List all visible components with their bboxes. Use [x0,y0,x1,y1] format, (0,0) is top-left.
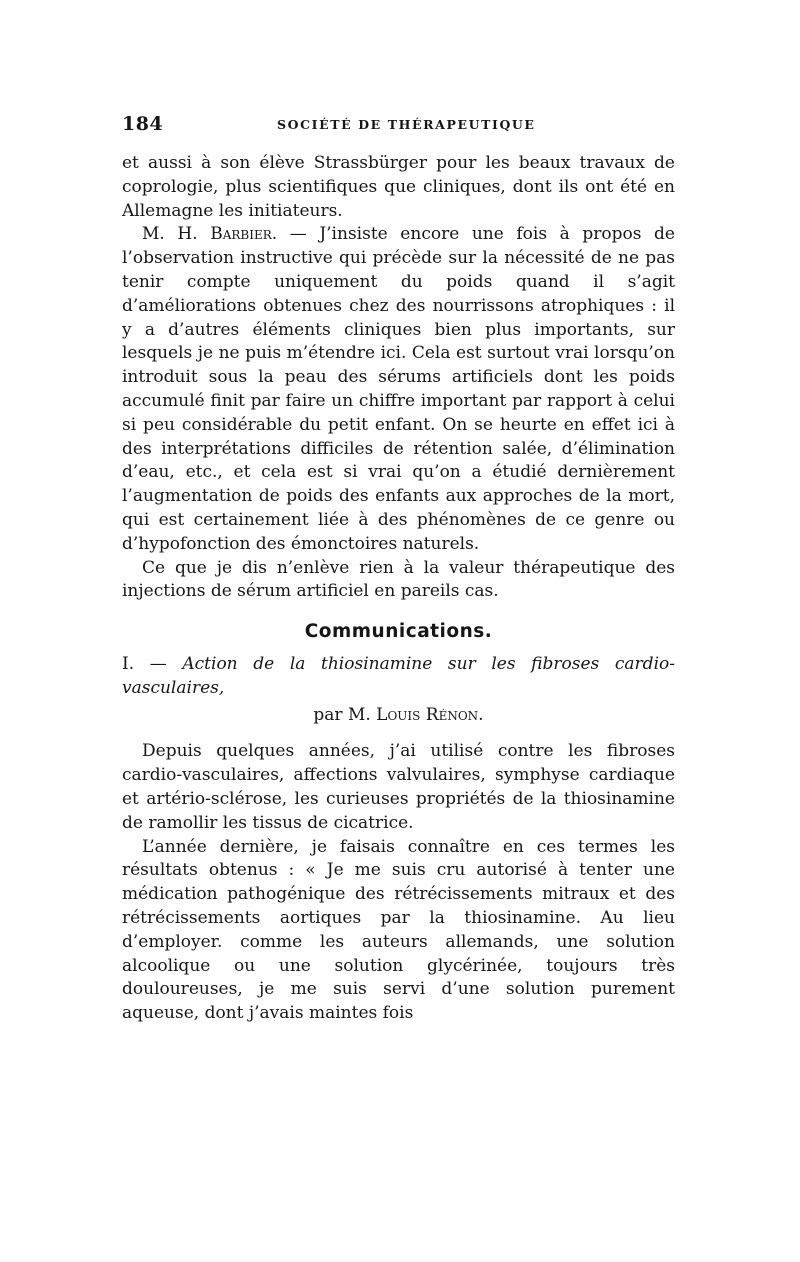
communication-byline [122,704,675,728]
paragraph-5: L’année dernière, je faisais connaître en ces termes les résultats obtenus : « Je me suis cru autorisé à tenter une médication pathogénique des rétrécissements mitraux et des rétrécissements aortiques par la thiosinamine. Au lieu d’employer. comme les auteurs allemands, une solution alcoolique ou une solution glycérinée, toujours très douloureuses, je me suis servi d’une solution purement aqueuse, dont j’avais maintes fois [122,836,675,1024]
communication-number: I. — [122,653,183,674]
paragraph-2 [122,223,675,556]
paragraph-1: et aussi à son élève Strassbürger pour les beaux travaux de coprologie, plus scientifiques que cliniques, dont ils ont été en Allemagne les initiateurs. [122,153,675,221]
page-header [122,113,678,143]
page-number: 184 [122,113,164,135]
body-text [122,152,675,1026]
paragraph-2-text: — J’insiste encore une fois à propos de l’observation instructive qui précède sur la nécessité de ne pas tenir compte uniquement du poids quand il s’agit d’améliorations obtenues chez des nourrissons atrophiques : il y a d’autres éléments cliniques bien plus importants, sur lesquels je ne puis m’étendre ici. Cela est surtout vrai lorsqu’on introduit sous la peau des sérums artificiels dont les poids accumulé finit par faire un chiffre important par rapport à celui si peu considérable du petit enfant. On se heurte en effet ici à des interprétations difficiles de rétention salée, d’élimination d’eau, etc., et cela est si vrai qu’on a étudié dernièrement l’augmentation de poids des enfants aux approches de la mort, qui est certainement liée à des phénomènes de ce genre ou d’hypofonction des émonctoires naturels. [122,224,675,554]
running-head: SOCIÉTÉ DE THÉRAPEUTIQUE [277,117,536,132]
communication-title-text: Action de la thiosinamine sur les fibroses cardio-vasculaires, [122,653,675,698]
communication-title [122,653,675,701]
byline-prefix: par M. [313,704,377,725]
paragraph-4: Depuis quelques années, j’ai utilisé contre les fibroses cardio-vasculaires, affections valvulaires, symphyse cardiaque et artério-sclérose, les curieuses propriétés de la thiosinamine de ramollir les tissus de cicatrice. [122,741,675,833]
speaker-name: M. H. Barbier. [142,224,278,245]
author-name: Louis Rénon. [376,704,484,725]
section-title: Communications. [304,621,493,643]
paragraph-3: Ce que je dis n’enlève rien à la valeur thérapeutique des injections de sérum artificiel en pareils cas. [122,557,675,602]
